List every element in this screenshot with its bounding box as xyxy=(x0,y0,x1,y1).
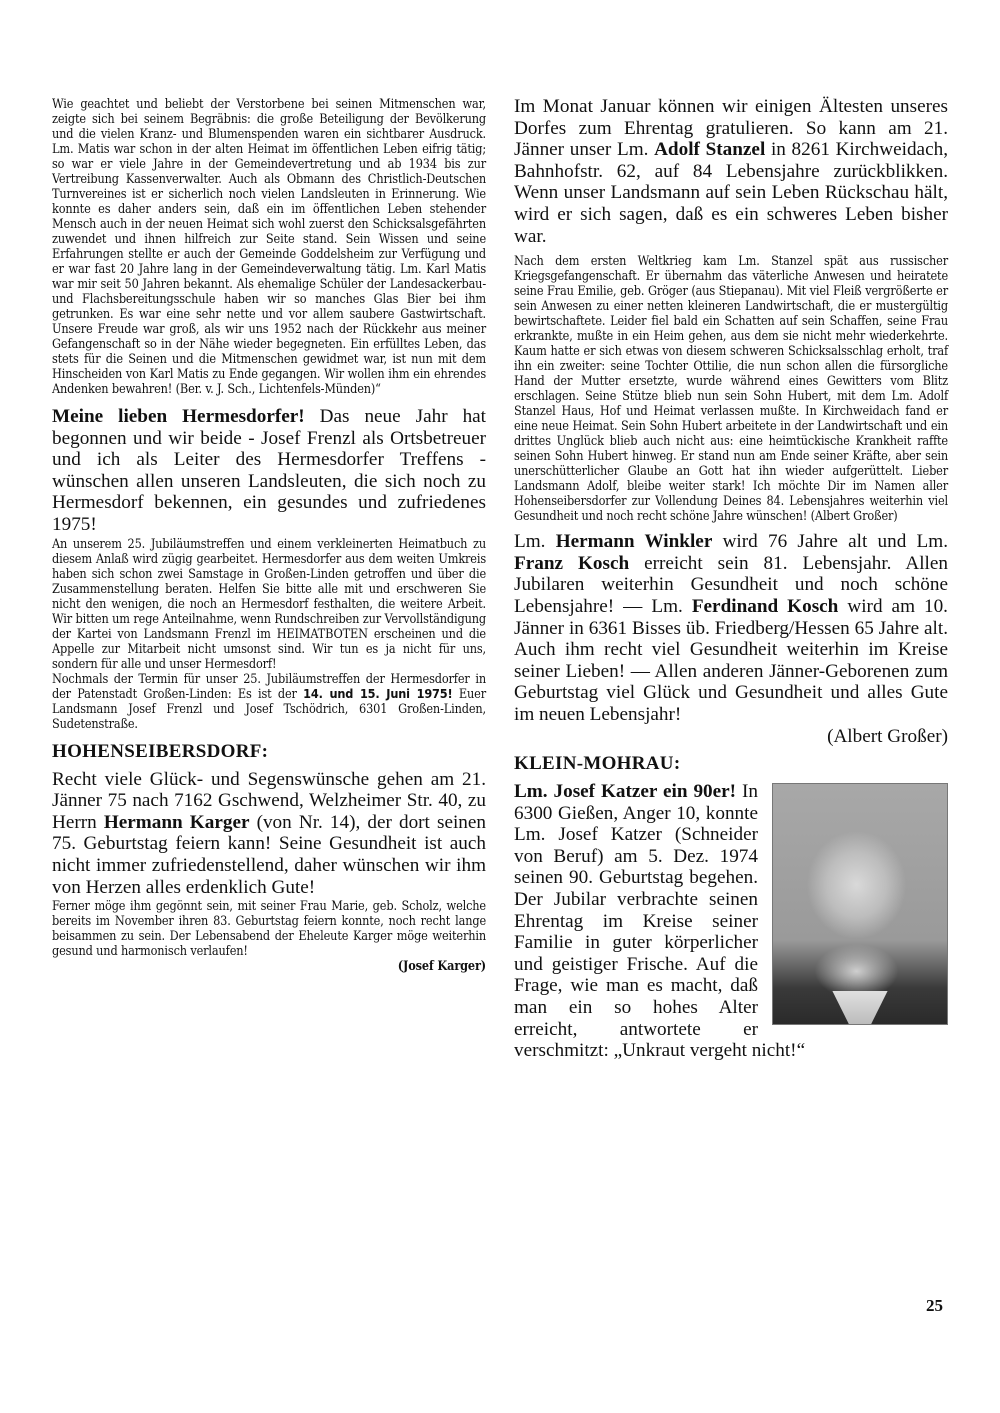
left-column xyxy=(52,96,486,973)
portrait-photo xyxy=(772,783,948,1025)
jubilare-text-1: wird 76 Jahre alt und Lm. xyxy=(712,531,948,553)
hermesdorf-greeting xyxy=(52,406,486,536)
termin-paragraph xyxy=(52,671,486,731)
karger-body: Ferner möge ihm gegönnt sein, mit seiner Frau Marie, geb. Scholz, welche bereits im November ihren 83. Geburtstag feiern konnte, noch recht lange beisammen zu sein. Der Lebensabend der Eheleute Karger möge weiterhin gesund und harmonisch verlaufen! xyxy=(52,898,486,959)
karger-text-2: (von Nr. 14), der dort seinen 75. Geburtstag feiern kann! Seine Gesundheit ist auch nicht immer zufriedenstellend, daher wünschen wir ihm von Herzen alles erdenklich Gute! xyxy=(52,811,486,898)
termin-text-1: Nochmals der Termin für unser 25. Jubiläumstreffen der Hermesdorfer in der Patenstadt Großen-Linden: Es ist der xyxy=(52,670,486,701)
stanzel-greeting xyxy=(514,96,948,247)
karger-text-1: Recht viele Glück- und Segenswünsche gehen am 21. Jänner 75 nach 7162 Gschwend, Welzheimer Str. 40, zu Herrn xyxy=(52,768,486,833)
katzer-article xyxy=(514,781,948,1062)
karger-signature: (Josef Karger) xyxy=(397,958,486,974)
karger-name: Hermann Karger xyxy=(103,811,250,833)
stanzel-body: Nach dem ersten Weltkrieg kam Lm. Stanzel spät aus russischer Kriegsgefangenschaft. Er übernahm das väterliche Anwesen und heiratete seine Frau Emilie, geb. Gröger (aus Stiepanau). Mit viel Fleiß vergrößerte er sein Anwesen zu einer netten kleineren Landwirtschaft, die er mustergültig bewirtschaftete. Leider fiel bald ein Schatten auf sein Schaffen, seine Frau erkrankte, mußte in ein Heim gehen, aus dem sie nicht mehr wiederkehrte. Kaum hatte er sich etwas von diesem schweren Schicksalsschlag erholt, traf ihn ein zweiter: seine Tochter Ottilie, die nun schon allen die fürsorgliche Hand der Mutter ersetzte, wurde während eines Gewitters vom Blitz erschlagen. Seine Stütze blieb nun sein Sohn Hubert, mit dem Lm. Adolf Stanzel Haus, Hof und Heimat verlassen mußte. In Kirchweidach fand er eine neue Heimat. Sein Sohn Hubert arbeitete in der Landwirtschaft und ein drittes Unglück blieb auch nicht aus: eine heimtückische Krankheit raffte seinen Sohn Hubert hinweg. Er stand nun am Ende seiner Kräfte, aber sein unerschütterlicher Glaube an Gott hat ihn wieder aufgerüttelt. Lieber Landsmann Adolf, bleibe weiter stark! Ich möchte Dir im Namen aller Hohenseibersdorfer zur Vollendung Deines 84. Lebensjahres weiterhin viel Gesundheit und noch recht schöne Jahre wünschen! (Albert Großer) xyxy=(514,253,948,524)
obituary-paragraph: Wie geachtet und beliebt der Verstorbene bei seinen Mitmenschen war, zeigte sich bei seinem Begräbnis: die große Beteiligung der Bevölkerung und die vielen Kranz- und Blumenspenden waren ein sichtbarer Ausdruck. Lm. Matis war schon in der alten Heimat im öffentlichen Leben eifrig tätig; so war er viele Jahre in der Gemeindevertretung und ab 1934 bis zur Vertreibung Kassenverwalter. Auch als Obmann des Christlich-Deutschen Turnvereines ist er sicherlich noch vielen Landsleuten in Erinnerung. Wie konnte es daher anders sein, daß ein im öffentlichen Leben stehender Mensch auch in der neuen Heimat sich wohl zuerst den Schicksalsgefährten zuwendet und ihnen hilfreich zur Seite stand. Sein Wissen und seine Erfahrungen stellte er auch der Gemeinde Goddelsheim zur Verfügung und er war fast 20 Jahre lang in der Gemeindeverwaltung tätig. Lm. Karl Matis war mir seit 50 Jahren bekannt. Als ehemalige Schüler der Landesackerbau- und Flachsbereitungsschule haben wir so manches Glas Bier bei ihm getrunken. Es war eine sehr nette und vor allem saubere Gastwirtschaft. Unsere Freude war groß, als wir uns 1952 nach der Rückkehr aus meiner Gefangenschaft so in der Nähe wieder begegneten. Ein erfülltes Leben, das stets für die Seinen und die Mitmenschen gewidmet war, ist nun mit dem Hinscheiden von Karl Matis zu Ende gegangen. Wir wollen ihm ein ehrendes Andenken bewahren! (Ber. v. J. Sch., Lichtenfels-Münden)“ xyxy=(52,96,486,396)
termin-text-2: Euer Landsmann Josef Frenzl und Josef Tschödrich, 6301 Großen-Linden, Sudetenstraße. xyxy=(52,685,486,731)
stanzel-name: Adolf Stanzel xyxy=(654,139,766,161)
karger-greeting xyxy=(52,769,486,899)
jubilare-text-2: erreicht sein 81. Lebensjahr. Allen Jubilaren weiterhin Gesundheit und noch schöne Lebensjahre! — Lm. xyxy=(514,552,948,617)
termin-date: 14. und 15. Juni 1975! xyxy=(303,685,453,701)
photo-collar-shape xyxy=(832,991,888,1025)
right-column xyxy=(514,96,948,1062)
section-heading-klein-mohrau: KLEIN-MOHRAU: xyxy=(514,753,681,775)
hermesdorf-greeting-bold: Meine lieben Hermesdorfer! xyxy=(52,406,305,427)
jubilar-name-ferdinand-kosch: Ferdinand Kosch xyxy=(691,595,839,617)
jubilare-signature: (Albert Großer) xyxy=(827,725,948,747)
hermesdorf-body: An unserem 25. Jubiläumstreffen und einem verkleinerten Heimatbuch zu diesem Anlaß wird zügig gearbeitet. Hermesdorfer aus dem weiten Umkreis haben sich schon zwei Samstage in Großen-Linden getroffen und über die Zusammenstellung beraten. Helfen Sie bitte alle mit und erschweren Sie nicht den wenigen, die noch an Hermesdorf festhalten, die weitere Arbeit. Wir bitten um rege Anteilnahme, wenn Rundschreiben zur Vervollständigung der Kartei von Landsmann Frenzl im HEIMATBOTEN erscheinen und die Appelle zur Mitarbeit nicht umsonst sind. Wir tun es ja nicht für uns, sondern für alle und unser Hermesdorf! xyxy=(52,535,486,671)
jubilare-prefix: Lm. xyxy=(514,531,556,553)
katzer-lead: Lm. Josef Katzer ein 90er! xyxy=(514,781,737,803)
katzer-text: In 6300 Gießen, Anger 10, konnte Lm. Josef Katzer (Schneider von Beruf) am 5. Dez. 1974 seinen 90. Geburtstag begehen. Der Jubilar verbrachte seinen Ehrentag im Kreise seiner Familie in guter körperlicher und geistiger Frische. Auf die Frage, wie man es macht, daß man ein so hohes Alter erreicht, antwortete er verschmitzt: „Unkraut vergeht nicht!“ xyxy=(514,781,806,1062)
page-number: 25 xyxy=(926,1296,943,1315)
stanzel-text-2: in 8261 Kirchweidach, Bahnhofstr. 62, auf 84 Lebensjahre zurückblikken. Wenn unser Landsmann auf sein Leben Rückschau hält, wird er sich sagen, daß es ein schweres Leben bisher war. xyxy=(514,139,948,247)
stanzel-text-1: Im Monat Januar können wir einigen Ältesten unseres Dorfes zum Ehrentag gratulieren. So kann am 21. Jänner unser Lm. xyxy=(514,96,948,161)
hermesdorf-greeting-text: Das neue Jahr hat begonnen und wir beide - Josef Frenzl als Ortsbetreuer und ich als Leiter des Hermesdorfer Treffens - wünschen allen unseren Landsleuten, die sich noch zu Hermesdorf bekennen, ein gesundes und zufriedenes 1975! xyxy=(52,406,487,535)
jubilar-name-franz-kosch: Franz Kosch xyxy=(514,552,630,574)
jubilar-name-winkler: Hermann Winkler xyxy=(555,531,713,553)
section-heading-hohenseibersdorf: HOHENSEIBERSDORF: xyxy=(52,740,269,762)
jubilare-paragraph xyxy=(514,531,948,725)
jubilare-text-3: wird am 10. Jänner in 6361 Bisses üb. Friedberg/Hessen 65 Jahre alt. Auch ihm recht viel Gesundheit weiterhin im Kreise seiner Lieben! — Allen anderen Jänner-Geborenen zum Geburtstag viel Glück und Gesundheit und alles Gute im neuen Lebensjahr! xyxy=(514,595,948,725)
